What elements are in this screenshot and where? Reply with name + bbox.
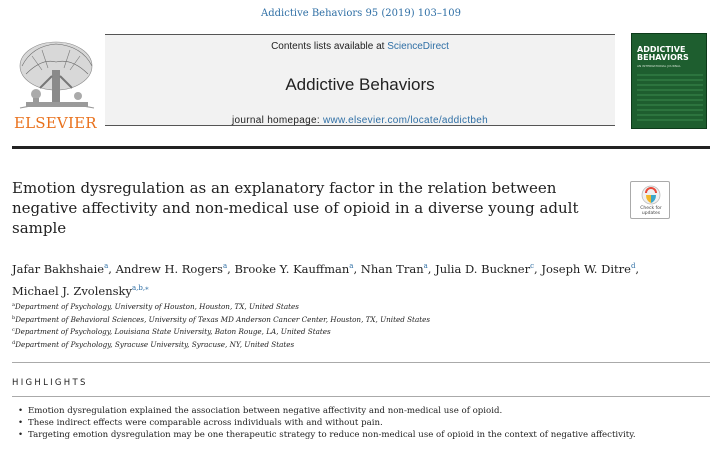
check-for-updates-button[interactable] xyxy=(630,181,670,219)
author-item xyxy=(12,262,116,276)
affiliation-item xyxy=(12,325,672,338)
author-name[interactable]: Brooke Y. Kauffman xyxy=(234,262,350,276)
affiliation-text: Department of Psychology, University of Houston, Houston, TX, United States xyxy=(14,302,299,311)
author-name[interactable]: Joseph W. Ditre xyxy=(541,262,631,276)
article-title: Emotion dysregulation as an explanatory factor in the relation between negative affectivity and non-medical use of opioid in a diverse young adult sample xyxy=(12,179,579,237)
homepage-prefix: journal homepage: xyxy=(232,115,324,126)
author-separator: , xyxy=(534,262,542,276)
author-separator: , xyxy=(108,262,116,276)
author-separator: , xyxy=(635,262,640,276)
affiliation-text: Department of Psychology, Louisiana State University, Baton Rouge, LA, United States xyxy=(14,327,331,336)
journal-citation[interactable]: Addictive Behaviors 95 (2019) 103–109 xyxy=(261,8,461,19)
author-separator: , xyxy=(227,262,235,276)
cover-title-line2: BEHAVIORS xyxy=(637,53,689,62)
affiliation-item xyxy=(12,338,672,351)
crossmark-label-line2: updates xyxy=(641,211,661,216)
author-affiliation-marker[interactable]: c xyxy=(530,262,535,270)
journal-homepage-link[interactable]: www.elsevier.com/locate/addictbeh xyxy=(323,115,488,126)
crossmark-label xyxy=(631,206,671,216)
cover-title-line1: ADDICTIVE xyxy=(637,45,686,54)
author-list xyxy=(12,257,672,301)
highlight-item: • These indirect effects were comparable across individuals with and without pain. xyxy=(18,417,708,429)
affiliation-marker: b xyxy=(12,314,16,321)
author-affiliation-marker[interactable]: d xyxy=(630,262,636,270)
author-name[interactable]: Michael J. Zvolensky xyxy=(12,284,132,298)
author-affiliation-marker[interactable]: a xyxy=(349,262,354,270)
highlight-item: • Targeting emotion dysregulation may be one therapeutic strategy to reduce non-medical use of opioid in the context of negative affectivity. xyxy=(18,429,708,441)
author-item xyxy=(12,284,149,298)
contents-prefix: Contents lists available at xyxy=(271,41,388,52)
author-name[interactable]: Nhan Tran xyxy=(360,262,424,276)
author-affiliation-marker[interactable]: a,b,⁎ xyxy=(132,284,149,292)
affiliation-marker: c xyxy=(12,327,15,333)
elsevier-wordmark[interactable]: ELSEVIER xyxy=(14,114,97,132)
author-item xyxy=(116,262,235,276)
affiliation-list xyxy=(12,300,672,350)
highlight-item: • Emotion dysregulation explained the association between negative affectivity and non-medical use of opioid. xyxy=(18,405,708,417)
author-name[interactable]: Julia D. Buckner xyxy=(435,262,531,276)
cover-pattern xyxy=(637,74,703,124)
affiliation-item xyxy=(12,300,672,313)
affiliation-text: Department of Behavioral Sciences, University of Texas MD Anderson Cancer Center, Houston, TX, United States xyxy=(15,314,431,324)
affiliation-marker: a xyxy=(12,302,15,308)
author-affiliation-marker[interactable]: a xyxy=(222,262,228,270)
highlights-divider xyxy=(12,396,710,397)
author-affiliation-marker[interactable]: a xyxy=(423,262,428,270)
author-item xyxy=(361,262,435,276)
author-separator: , xyxy=(353,262,361,276)
cover-subtitle: AN INTERNATIONAL JOURNAL xyxy=(637,64,681,68)
crossmark-icon xyxy=(631,183,671,207)
highlights-list xyxy=(18,405,708,441)
author-item xyxy=(435,262,541,276)
author-affiliation-marker[interactable]: a xyxy=(104,262,109,270)
header-divider xyxy=(12,146,710,149)
contents-available-line xyxy=(105,41,615,52)
author-item xyxy=(541,262,639,276)
journal-homepage-line xyxy=(105,115,615,126)
highlights-heading: HIGHLIGHTS xyxy=(12,378,88,388)
affiliation-item xyxy=(12,313,672,326)
affiliation-divider xyxy=(12,362,710,363)
affiliation-text: Department of Psychology, Syracuse University, Syracuse, NY, United States xyxy=(15,339,295,349)
cover-title xyxy=(637,46,705,62)
author-name[interactable]: Jafar Bakhshaie xyxy=(12,262,105,276)
journal-masthead xyxy=(105,34,615,126)
crossmark-label-line1: Check for xyxy=(640,206,662,211)
author-name[interactable]: Andrew H. Rogers xyxy=(115,262,223,276)
author-item xyxy=(234,262,360,276)
author-separator: , xyxy=(427,262,436,276)
affiliation-marker: d xyxy=(12,339,16,346)
journal-cover-thumbnail[interactable] xyxy=(631,33,707,129)
sciencedirect-link[interactable]: ScienceDirect xyxy=(387,41,449,52)
journal-name[interactable]: Addictive Behaviors xyxy=(285,75,435,94)
